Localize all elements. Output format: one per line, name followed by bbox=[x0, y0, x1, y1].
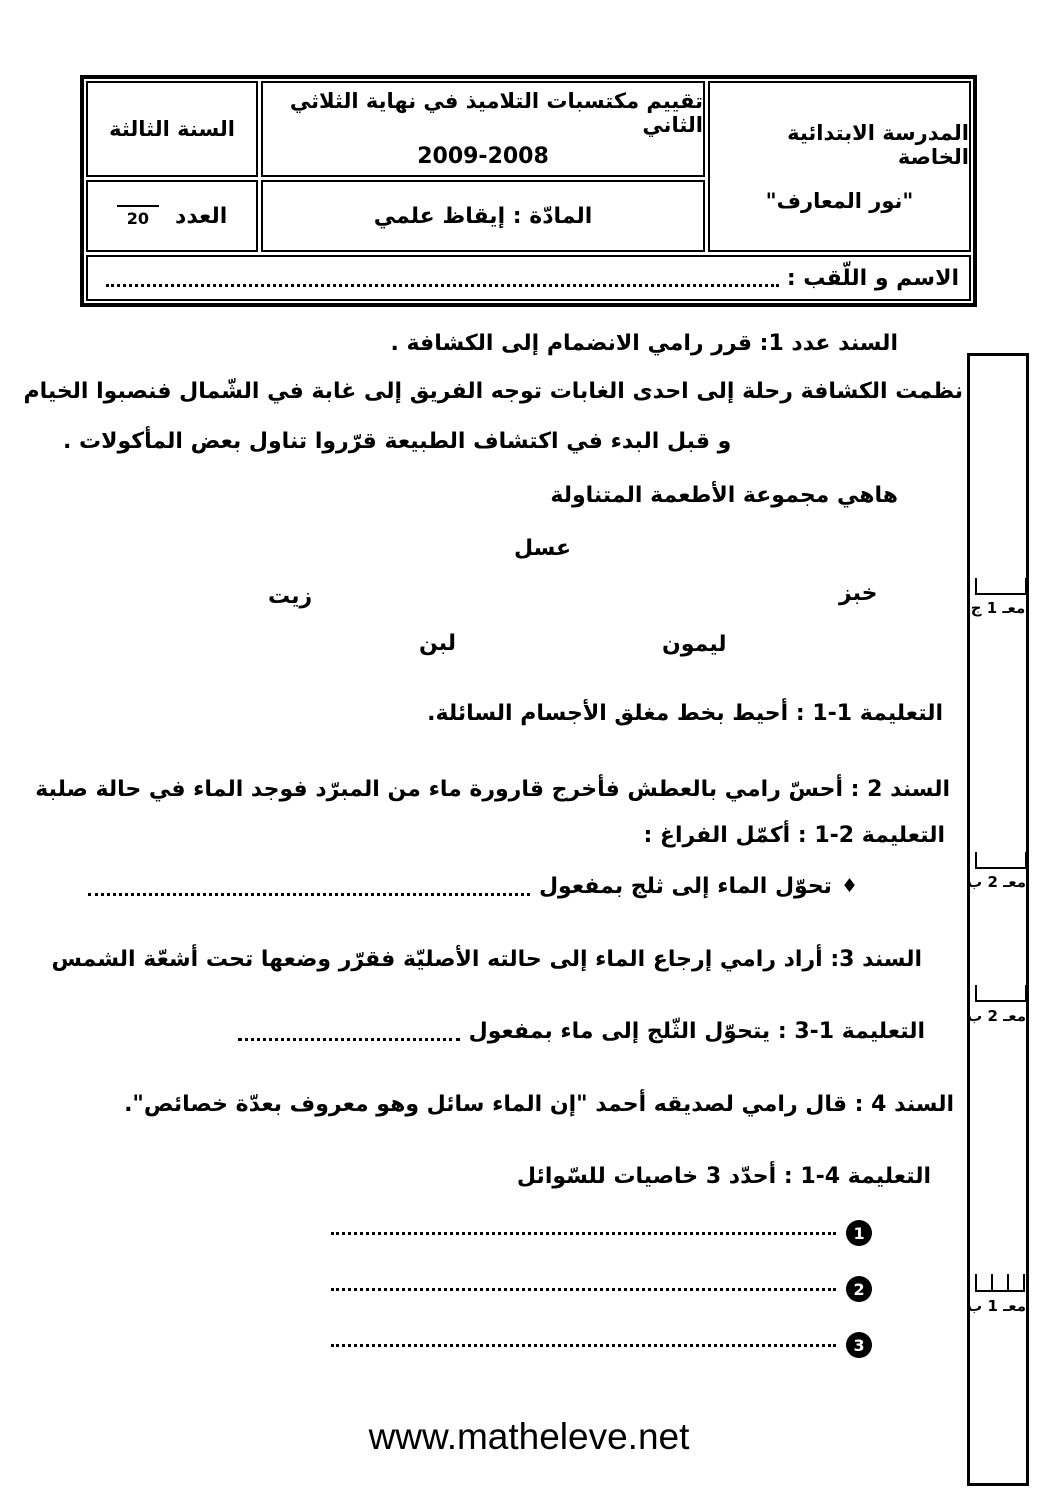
score-comb-boxes bbox=[975, 1274, 1025, 1292]
score-bracket-1 bbox=[975, 578, 1027, 595]
answer-row-3 bbox=[331, 1332, 872, 1358]
circled-number-1-icon: 1 bbox=[846, 1220, 872, 1246]
circled-number-3-icon: 3 bbox=[846, 1332, 872, 1358]
header-grid bbox=[86, 81, 971, 301]
fill-blank-line-freeze bbox=[88, 874, 858, 899]
exam-title: تقييم مكتسبات التلاميذ في نهاية الثلاثي الثاني bbox=[289, 89, 703, 137]
student-name-row bbox=[86, 255, 971, 301]
answer-row-2 bbox=[331, 1276, 872, 1302]
score-cell bbox=[86, 180, 258, 252]
answer-blank-2 bbox=[331, 1288, 836, 1291]
exam-title-cell bbox=[261, 81, 705, 177]
criterion-label-2: معـ 2 ب bbox=[967, 873, 1026, 891]
answer-blank-melt bbox=[238, 1033, 460, 1041]
grade-label: السنة الثالثة bbox=[109, 117, 235, 141]
sanad-1-heading: السند عدد 1: قرر رامي الانضمام إلى الكشافة . bbox=[390, 331, 898, 356]
food-word-lemon: ليمون bbox=[662, 632, 727, 657]
food-word-oil: زيت bbox=[268, 584, 313, 609]
score-label: العدد bbox=[175, 203, 228, 229]
fill-blank-text-freeze: تحوّل الماء إلى ثلج بمفعول bbox=[538, 874, 832, 899]
website-url: www.matheleve.net bbox=[368, 1416, 690, 1457]
criterion-label-4: معـ 1 ب bbox=[967, 1297, 1026, 1315]
answer-blank-freeze bbox=[88, 888, 530, 896]
circled-number-2-icon: 2 bbox=[846, 1276, 872, 1302]
instruction-3-1-text: التعليمة 1-3 : يتحوّل الثّلج إلى ماء بمفعول bbox=[468, 1019, 925, 1044]
sanad-1-paragraph-line1: نظمت الكشافة رحلة إلى احدى الغابات توجه الفريق إلى غابة في الشّمال فنصبوا الخيام bbox=[23, 379, 963, 404]
diamond-bullet-icon: ♦ bbox=[840, 875, 858, 897]
score-denominator: 20 bbox=[117, 205, 159, 228]
answer-blank-3 bbox=[331, 1344, 836, 1347]
header-table bbox=[80, 75, 977, 307]
score-bracket-2 bbox=[975, 852, 1027, 869]
food-word-bread: خبز bbox=[839, 581, 878, 606]
instruction-3-1-line bbox=[238, 1019, 925, 1044]
instruction-4-1: التعليمة 4-1 : أحدّد 3 خاصيات للسّوائل bbox=[516, 1164, 931, 1189]
school-year: 2009-2008 bbox=[417, 144, 549, 169]
criterion-label-1: معـ 1 ج bbox=[970, 599, 1026, 617]
foods-intro-line: هاهي مجموعة الأطعمة المتناولة bbox=[550, 483, 898, 508]
food-word-honey: عسل bbox=[514, 536, 572, 561]
grade-cell bbox=[86, 81, 258, 177]
criterion-label-3: معـ 2 ب bbox=[967, 1007, 1026, 1025]
sanad-1-paragraph-line2: و قبل البدء في اكتشاف الطبيعة قرّروا تناول بعض المأكولات . bbox=[63, 429, 732, 454]
sanad-3-heading: السند 3: أراد رامي إرجاع الماء إلى حالته الأصليّة فقرّر وضعها تحت أشعّة الشمس bbox=[51, 947, 922, 972]
instruction-1-2: التعليمة 2-1 : أكمّل الفراغ : bbox=[643, 823, 945, 848]
score-bracket-3 bbox=[975, 985, 1027, 1002]
answer-row-1 bbox=[331, 1220, 872, 1246]
student-name-label: الاسم و اللّقب : bbox=[786, 265, 959, 291]
school-name-cell bbox=[708, 81, 971, 252]
student-name-blank bbox=[106, 269, 779, 287]
school-name-line1: المدرسة الابتدائية الخاصة bbox=[787, 120, 969, 169]
food-word-milk: لبن bbox=[419, 631, 457, 656]
instruction-1-1: التعليمة 1-1 : أحيط بخط مغلق الأجسام السائلة. bbox=[427, 701, 943, 726]
subject-cell bbox=[261, 180, 705, 252]
sanad-2-heading: السند 2 : أحسّ رامي بالعطش فأخرج قارورة ماء من المبرّد فوجد الماء في حالة صلبة bbox=[35, 777, 950, 802]
sanad-4-heading: السند 4 : قال رامي لصديقه أحمد "إن الماء سائل وهو معروف بعدّة خصائص". bbox=[124, 1092, 954, 1117]
grading-margin-column bbox=[967, 353, 1029, 1486]
answer-blank-1 bbox=[331, 1232, 836, 1235]
subject-label: المادّة : إيقاظ علمي bbox=[373, 203, 593, 229]
school-name-line2: "نور المعارف" bbox=[765, 188, 914, 213]
